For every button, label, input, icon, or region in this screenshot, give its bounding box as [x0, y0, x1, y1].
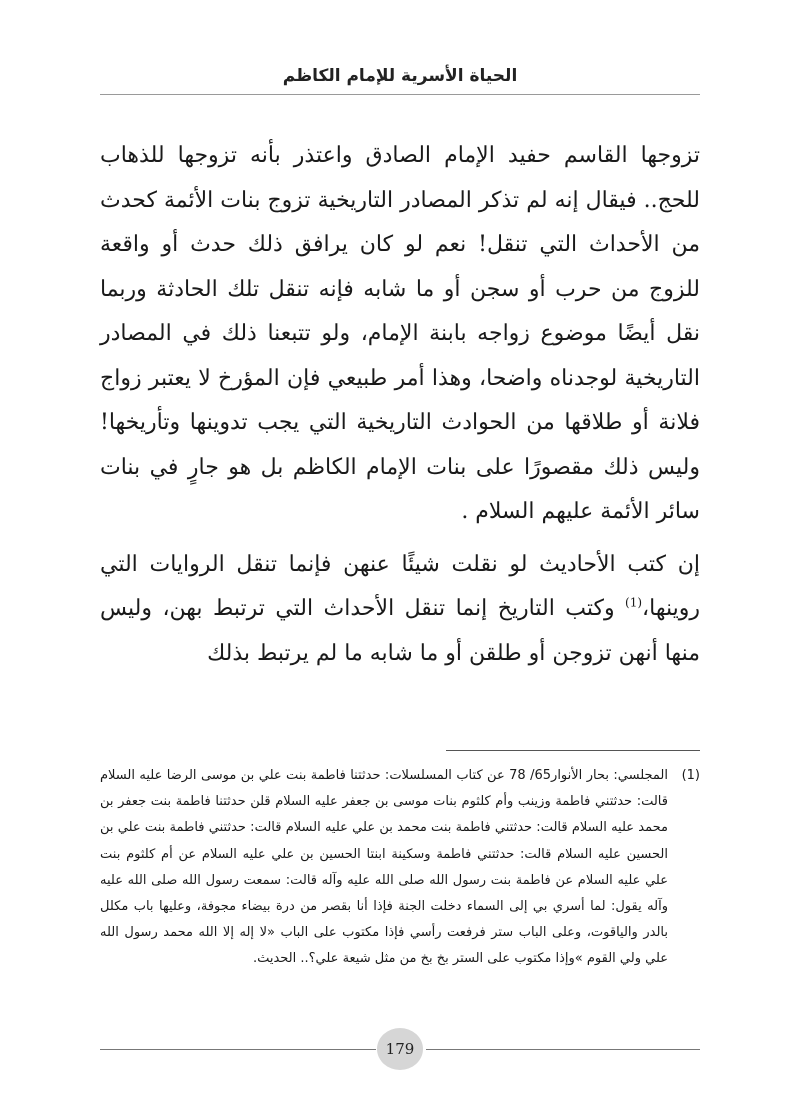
footnote-number: (1)	[681, 768, 700, 783]
footnote-reference[interactable]: (1)	[625, 595, 643, 610]
paragraph-2-start: إن كتب الأحاديث لو نقلت شيئًا عنهن فإنما تنقل الروايات التي روينها،	[100, 551, 700, 621]
paragraph-2-end: وكتب التاريخ إنما تنقل الأحداث التي ترتبط بهن، وليس منها أنهن تزوجن أو طلقن أو ما شابه ما لم يرتبط بذلك	[100, 596, 700, 666]
footnote-separator	[446, 750, 700, 751]
footnote-text: المجلسي: بحار الأنوار65/ 78 عن كتاب المسلسلات: حدثتنا فاطمة بنت علي بن موسى الرضا عليه السلام قالت: حدثتني فاطمة وزينب وأم كلثوم بنات موسى بن جعفر عليه السلام قلن حدثتنا فاطمة بنت جعفر بن محمد عليه السلام قالت: حدثتني فاطمة بنت محمد بن علي عليه السلام قالت: حدثتني فاطمة بنت علي بن الحسين عليه السلام قالت: حدثتني فاطمة وسكينة ابنتا الحسين بن علي عليه السلام عن أم كلثوم بنت علي عليه السلام عن فاطمة بنت رسول الله صلى الله عليه وآله قالت: سمعت رسول الله صلى الله عليه وآله يقول: لما أسري بي إلى السماء دخلت الجنة فإذا أنا بقصر من درة بيضاء مجوفة، وعليها باب مكلل بالدر والياقوت، وعلى الباب ستر فرفعت رأسي فإذا مكتوب على الباب «لا إله إلا الله محمد رسول الله علي ولي القوم »وإذا مكتوب على الستر بخ بخ من مثل شيعة علي؟.. الحديث.	[100, 768, 668, 967]
footer-rule-right	[426, 1049, 700, 1050]
paragraph-2	[100, 543, 700, 677]
page-number-badge: 179	[377, 1028, 423, 1070]
footer-rule-left	[100, 1049, 376, 1050]
paragraph-1: تزوجها القاسم حفيد الإمام الصادق واعتذر بأنه تزوجها للذهاب للحج.. فيقال إنه لم تذكر المصادر التاريخية تزوج بنات الأئمة كحدث من الأحداث التي تنقل! نعم لو كان يرافق ذلك حدث أو واقعة للزوج من حرب أو سجن أو ما شابه فإنه تنقل تلك الحادثة وربما نقل أيضًا موضوع زواجه بابنة الإمام، ولو تتبعنا ذلك في المصادر التاريخية لوجدناه واضحا، وهذا أمر طبيعي فإن المؤرخ لا يعتبر زواج فلانة أو طلاقها من الحوادث التاريخية التي يجب تدوينها وتأريخها! وليس ذلك مقصورًا على بنات الإمام الكاظم بل هو جارٍ في بنات سائر الأئمة عليهم السلام .	[100, 143, 700, 524]
running-header: الحياة الأسرية للإمام الكاظم	[282, 66, 518, 86]
header-rule	[100, 94, 700, 95]
footnote	[100, 763, 700, 973]
main-text	[100, 134, 700, 676]
